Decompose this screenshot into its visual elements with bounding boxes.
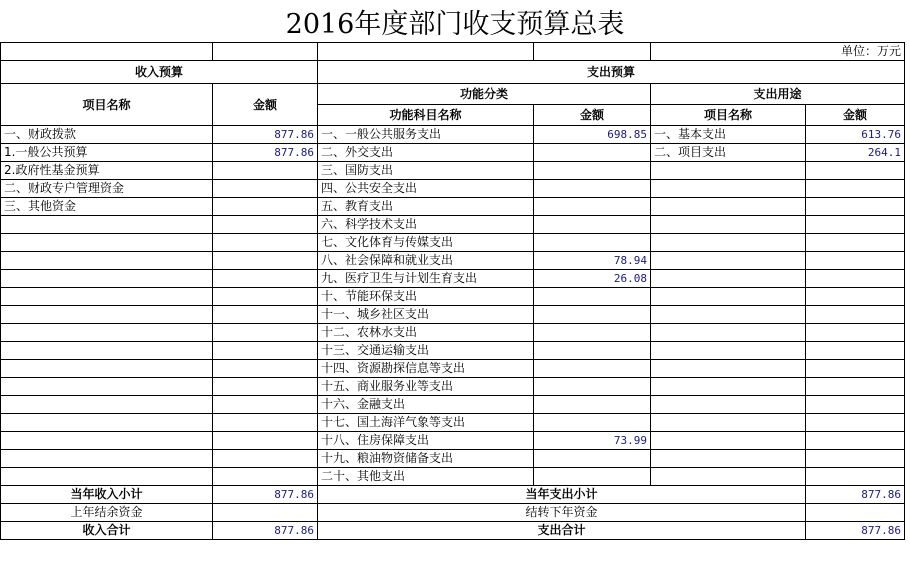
usage-amount-cell[interactable] xyxy=(806,162,905,180)
income-amount-cell[interactable] xyxy=(213,450,318,468)
func-amount-cell[interactable]: 698.85 xyxy=(534,126,651,144)
income-name-cell[interactable] xyxy=(1,432,213,450)
usage-name-cell[interactable] xyxy=(651,396,806,414)
income-name-cell[interactable] xyxy=(1,414,213,432)
income-section-header[interactable]: 收入预算 xyxy=(1,61,318,84)
income-name-cell[interactable] xyxy=(1,306,213,324)
income-name-cell[interactable] xyxy=(1,450,213,468)
func-name-cell[interactable]: 九、医疗卫生与计划生育支出 xyxy=(318,270,534,288)
func-amount-cell[interactable] xyxy=(534,396,651,414)
income-name-cell[interactable]: 2.政府性基金预算 xyxy=(1,162,213,180)
expense-section-header[interactable]: 支出预算 xyxy=(318,61,905,84)
func-name-cell[interactable]: 十三、交通运输支出 xyxy=(318,342,534,360)
table-row xyxy=(1,288,905,306)
expense-subtotal-label[interactable]: 当年支出小计 xyxy=(318,486,806,504)
income-amount-cell[interactable] xyxy=(213,180,318,198)
func-amount-cell[interactable] xyxy=(534,288,651,306)
table-row xyxy=(1,432,905,450)
func-amount-cell[interactable] xyxy=(534,342,651,360)
income-name-cell[interactable] xyxy=(1,342,213,360)
usage-name-cell[interactable] xyxy=(651,324,806,342)
page-title: 2016年度部门收支预算总表 xyxy=(285,8,625,40)
blank-cell[interactable] xyxy=(213,43,318,61)
table-row xyxy=(1,360,905,378)
blank-cell[interactable] xyxy=(534,43,651,61)
income-amount-cell[interactable] xyxy=(213,306,318,324)
func-name-cell[interactable]: 四、公共安全支出 xyxy=(318,180,534,198)
func-name-cell[interactable]: 六、科学技术支出 xyxy=(318,216,534,234)
usage-name-cell[interactable] xyxy=(651,342,806,360)
usage-amount-cell[interactable] xyxy=(806,360,905,378)
income-amount-cell[interactable] xyxy=(213,468,318,486)
income-amount-header[interactable]: 金额 xyxy=(213,84,318,126)
usage-name-cell[interactable] xyxy=(651,306,806,324)
income-subtotal-value[interactable]: 877.86 xyxy=(213,486,318,504)
income-amount-cell[interactable] xyxy=(213,288,318,306)
carry-forward-value[interactable] xyxy=(806,504,905,522)
usage-name-cell[interactable] xyxy=(651,252,806,270)
income-total-label[interactable]: 收入合计 xyxy=(1,522,213,540)
func-amount-cell[interactable] xyxy=(534,180,651,198)
income-amount-cell[interactable] xyxy=(213,162,318,180)
func-name-cell[interactable]: 七、文化体育与传媒支出 xyxy=(318,234,534,252)
usage-amount-cell[interactable]: 613.76 xyxy=(806,126,905,144)
income-amount-cell[interactable] xyxy=(213,396,318,414)
usage-amount-cell[interactable] xyxy=(806,414,905,432)
usage-amount-cell[interactable] xyxy=(806,450,905,468)
func-name-cell[interactable]: 五、教育支出 xyxy=(318,198,534,216)
income-name-cell[interactable] xyxy=(1,216,213,234)
usage-name-cell[interactable]: 一、基本支出 xyxy=(651,126,806,144)
usage-amount-header[interactable]: 金额 xyxy=(806,105,905,126)
expense-total-value[interactable]: 877.86 xyxy=(806,522,905,540)
usage-item-header[interactable]: 项目名称 xyxy=(651,105,806,126)
usage-amount-cell[interactable] xyxy=(806,198,905,216)
func-amount-cell[interactable] xyxy=(534,306,651,324)
usage-amount-cell[interactable] xyxy=(806,306,905,324)
carry-forward-label[interactable]: 结转下年资金 xyxy=(318,504,806,522)
usage-header[interactable]: 支出用途 xyxy=(651,84,905,105)
func-amount-cell[interactable]: 73.99 xyxy=(534,432,651,450)
usage-amount-cell[interactable] xyxy=(806,234,905,252)
func-name-cell[interactable]: 十八、住房保障支出 xyxy=(318,432,534,450)
income-amount-cell[interactable] xyxy=(213,216,318,234)
income-amount-cell[interactable]: 877.86 xyxy=(213,126,318,144)
income-amount-cell[interactable] xyxy=(213,324,318,342)
income-amount-cell[interactable] xyxy=(213,432,318,450)
table-row xyxy=(1,468,905,486)
income-amount-cell[interactable] xyxy=(213,360,318,378)
income-amount-cell[interactable] xyxy=(213,270,318,288)
table-row xyxy=(1,144,905,162)
func-amount-cell[interactable] xyxy=(534,234,651,252)
usage-amount-cell[interactable] xyxy=(806,180,905,198)
func-amount-cell[interactable] xyxy=(534,324,651,342)
table-row xyxy=(1,198,905,216)
income-amount-cell[interactable] xyxy=(213,234,318,252)
func-name-cell[interactable]: 十六、金融支出 xyxy=(318,396,534,414)
unit-label[interactable]: 单位：万元 xyxy=(651,43,905,61)
func-name-cell[interactable]: 十、节能环保支出 xyxy=(318,288,534,306)
table-row xyxy=(1,126,905,144)
prev-balance-label[interactable]: 上年结余资金 xyxy=(1,504,213,522)
income-name-cell[interactable] xyxy=(1,396,213,414)
func-amount-cell[interactable] xyxy=(534,144,651,162)
func-amount-cell[interactable] xyxy=(534,216,651,234)
usage-name-cell[interactable] xyxy=(651,450,806,468)
usage-amount-cell[interactable] xyxy=(806,468,905,486)
income-name-cell[interactable] xyxy=(1,252,213,270)
expense-subtotal-value[interactable]: 877.86 xyxy=(806,486,905,504)
func-name-cell[interactable]: 二、外交支出 xyxy=(318,144,534,162)
usage-amount-cell[interactable] xyxy=(806,252,905,270)
table-row xyxy=(1,234,905,252)
expense-total-label[interactable]: 支出合计 xyxy=(318,522,806,540)
usage-amount-cell[interactable] xyxy=(806,216,905,234)
income-amount-cell[interactable] xyxy=(213,414,318,432)
func-amount-cell[interactable] xyxy=(534,378,651,396)
func-amount-cell[interactable] xyxy=(534,162,651,180)
func-class-header[interactable]: 功能分类 xyxy=(318,84,651,105)
income-name-cell[interactable] xyxy=(1,468,213,486)
income-amount-cell[interactable] xyxy=(213,198,318,216)
income-name-cell[interactable] xyxy=(1,270,213,288)
func-name-cell[interactable]: 八、社会保障和就业支出 xyxy=(318,252,534,270)
usage-name-cell[interactable] xyxy=(651,288,806,306)
func-name-cell[interactable]: 十九、粮油物资储备支出 xyxy=(318,450,534,468)
func-subject-header[interactable]: 功能科目名称 xyxy=(318,105,534,126)
func-name-cell[interactable]: 十七、国土海洋气象等支出 xyxy=(318,414,534,432)
usage-name-cell[interactable] xyxy=(651,414,806,432)
func-amount-cell[interactable] xyxy=(534,414,651,432)
usage-name-cell[interactable] xyxy=(651,162,806,180)
table-row xyxy=(1,180,905,198)
income-total-value[interactable]: 877.86 xyxy=(213,522,318,540)
func-amount-cell[interactable] xyxy=(534,360,651,378)
func-amount-header[interactable]: 金额 xyxy=(534,105,651,126)
usage-amount-cell[interactable] xyxy=(806,324,905,342)
income-amount-cell[interactable] xyxy=(213,252,318,270)
prev-balance-value[interactable] xyxy=(213,504,318,522)
table-row xyxy=(1,378,905,396)
income-subtotal-label[interactable]: 当年收入小计 xyxy=(1,486,213,504)
table-row xyxy=(1,324,905,342)
income-item-header[interactable]: 项目名称 xyxy=(1,84,213,126)
table-row xyxy=(1,414,905,432)
usage-name-cell[interactable] xyxy=(651,432,806,450)
income-name-cell[interactable]: 三、其他资金 xyxy=(1,198,213,216)
func-name-cell[interactable]: 三、国防支出 xyxy=(318,162,534,180)
usage-amount-cell[interactable]: 264.1 xyxy=(806,144,905,162)
func-amount-cell[interactable]: 78.94 xyxy=(534,252,651,270)
income-amount-cell[interactable] xyxy=(213,342,318,360)
usage-amount-cell[interactable] xyxy=(806,396,905,414)
usage-name-cell[interactable] xyxy=(651,378,806,396)
func-name-cell[interactable]: 十四、资源勘探信息等支出 xyxy=(318,360,534,378)
usage-name-cell[interactable] xyxy=(651,198,806,216)
usage-name-cell[interactable] xyxy=(651,270,806,288)
table-row xyxy=(1,342,905,360)
table-row xyxy=(1,252,905,270)
usage-name-cell[interactable] xyxy=(651,180,806,198)
usage-amount-cell[interactable] xyxy=(806,270,905,288)
usage-amount-cell[interactable] xyxy=(806,378,905,396)
table-row xyxy=(1,396,905,414)
table-row xyxy=(1,162,905,180)
income-amount-cell[interactable] xyxy=(213,378,318,396)
blank-cell[interactable] xyxy=(1,43,213,61)
income-amount-cell[interactable]: 877.86 xyxy=(213,144,318,162)
usage-name-cell[interactable] xyxy=(651,234,806,252)
func-name-cell[interactable]: 十二、农林水支出 xyxy=(318,324,534,342)
income-name-cell[interactable]: 一、财政拨款 xyxy=(1,126,213,144)
table-row xyxy=(1,270,905,288)
income-name-cell[interactable] xyxy=(1,378,213,396)
income-name-cell[interactable] xyxy=(1,288,213,306)
usage-amount-cell[interactable] xyxy=(806,432,905,450)
func-name-cell[interactable]: 二十、其他支出 xyxy=(318,468,534,486)
func-name-cell[interactable]: 十五、商业服务业等支出 xyxy=(318,378,534,396)
func-amount-cell[interactable] xyxy=(534,450,651,468)
usage-name-cell[interactable] xyxy=(651,360,806,378)
table-row xyxy=(1,216,905,234)
usage-name-cell[interactable] xyxy=(651,216,806,234)
func-name-cell[interactable]: 一、一般公共服务支出 xyxy=(318,126,534,144)
usage-amount-cell[interactable] xyxy=(806,342,905,360)
income-name-cell[interactable]: 1.一般公共预算 xyxy=(1,144,213,162)
usage-name-cell[interactable]: 二、项目支出 xyxy=(651,144,806,162)
budget-table xyxy=(0,42,905,540)
blank-cell[interactable] xyxy=(318,43,534,61)
table-row xyxy=(1,450,905,468)
income-name-cell[interactable] xyxy=(1,360,213,378)
func-amount-cell[interactable]: 26.08 xyxy=(534,270,651,288)
func-name-cell[interactable]: 十一、城乡社区支出 xyxy=(318,306,534,324)
income-name-cell[interactable] xyxy=(1,234,213,252)
usage-name-cell[interactable] xyxy=(651,468,806,486)
income-name-cell[interactable]: 二、财政专户管理资金 xyxy=(1,180,213,198)
usage-amount-cell[interactable] xyxy=(806,288,905,306)
table-row xyxy=(1,306,905,324)
func-amount-cell[interactable] xyxy=(534,468,651,486)
income-name-cell[interactable] xyxy=(1,324,213,342)
func-amount-cell[interactable] xyxy=(534,198,651,216)
